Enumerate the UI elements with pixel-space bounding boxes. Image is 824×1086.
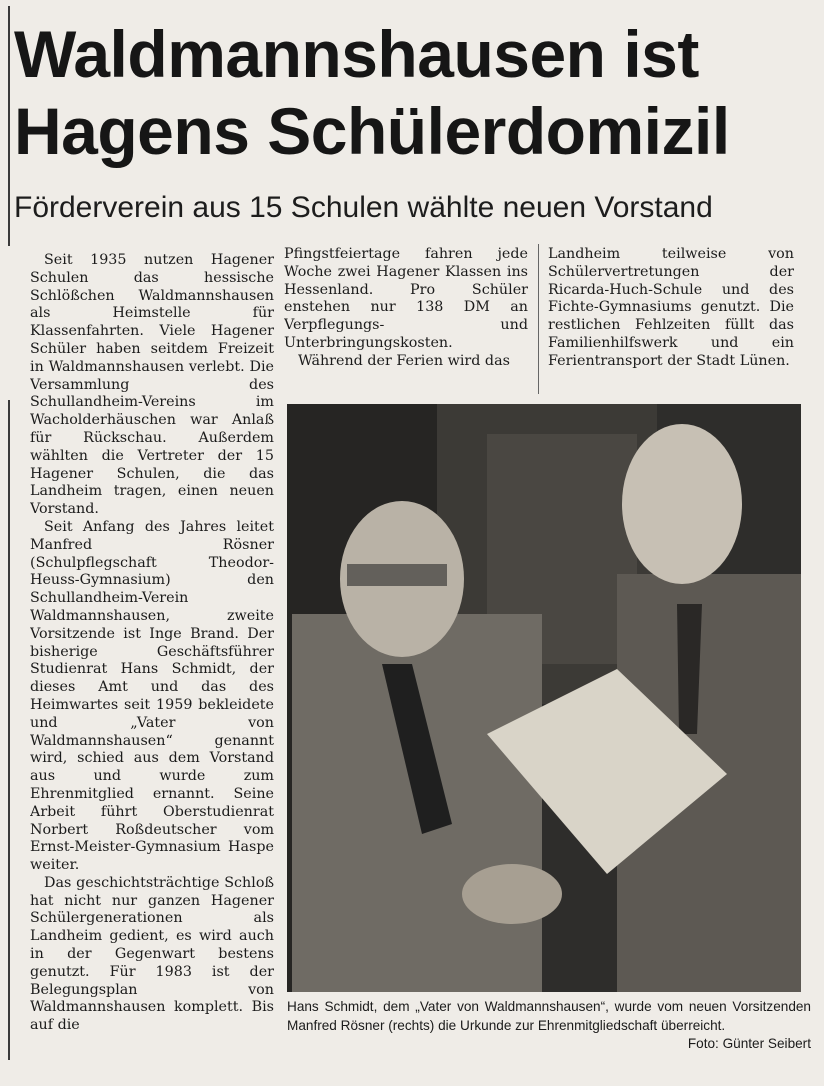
headline-line-2: Hagens Schülerdomizil	[14, 94, 730, 168]
article-column-2	[284, 246, 528, 396]
article-column-3	[548, 246, 794, 396]
clipping-edge-top	[8, 6, 10, 246]
caption-text: Hans Schmidt, dem „Vater von Waldmannshausen“, wurde vom neuen Vorsitzenden Manfred Rösner (rechts) die Urkunde zur Ehrenmitgliedschaft überreicht.	[287, 999, 811, 1033]
article-column-1	[30, 252, 274, 1072]
paragraph: Das geschichtsträchtige Schloß hat nicht nur ganzen Hagener Schülergenerationen als Landheim gedient, es wird auch in der Gegenwart bestens genutzt. Für 1983 ist der Belegungsplan von Waldmannshausen komplett. Bis auf die	[30, 874, 274, 1034]
photo-illustration	[287, 404, 801, 992]
photo-caption	[287, 998, 811, 1054]
paragraph: Pfingstfeiertage fahren jede Woche zwei Hagener Klassen ins Hessenland. Pro Schüler enstehen nur 138 DM an Verpflegungs- und Unterbringungskosten.	[284, 246, 528, 351]
paragraph: Seit Anfang des Jahres leitet Manfred Rösner (Schulpflegschaft Theodor-Heuss-Gymnasium) den Schullandheim-Verein Waldmannshausen, zweite Vorsitzende ist Inge Brand. Der bisherige Geschäftsführer Studienrat Hans Schmidt, der dieses Amt und das des Heimwartes seit 1959 bekleidete und „Vater von Waldmannshausen“ genannt wird, schied aus dem Vorstand aus und wurde zum Ehrenmitglied ernannt. Seine Arbeit führt Oberstudienrat Norbert Roßdeutscher vom Ernst-Meister-Gymnasium Haspe weiter.	[30, 518, 274, 874]
clipping-edge-left	[8, 400, 10, 1060]
paragraph: Während der Ferien wird das	[298, 352, 510, 369]
paragraph: Landheim teilweise von Schülervertretungen der Ricarda-Huch-Schule und des Fichte-Gymnasiums genutzt. Die restlichen Fehlzeiten füllt das Familienhilfswerk und ein Ferientransport der Stadt Lünen.	[548, 246, 794, 369]
headline-line-1: Waldmannshausen ist	[14, 17, 699, 91]
headline	[14, 16, 804, 170]
press-photo	[287, 404, 801, 992]
photo-credit: Foto: Günter Seibert	[687, 1036, 811, 1051]
column-divider	[538, 244, 539, 394]
subheadline: Förderverein aus 15 Schulen wählte neuen Vorstand	[14, 191, 713, 224]
paragraph: Seit 1935 nutzen Hagener Schulen das hessische Schlößchen Waldmannshausen als Heimstelle für Klassenfahrten. Viele Hagener Schüler haben seitdem Freizeit in Waldmannshausen verlebt. Die Versammlung des Schullandheim-Vereins im Wacholderhäuschen war Anlaß für Rückschau. Außerdem wählten die Vertreter der 15 Hagener Schulen, die das Landheim tragen, einen neuen Vorstand.	[30, 252, 274, 518]
